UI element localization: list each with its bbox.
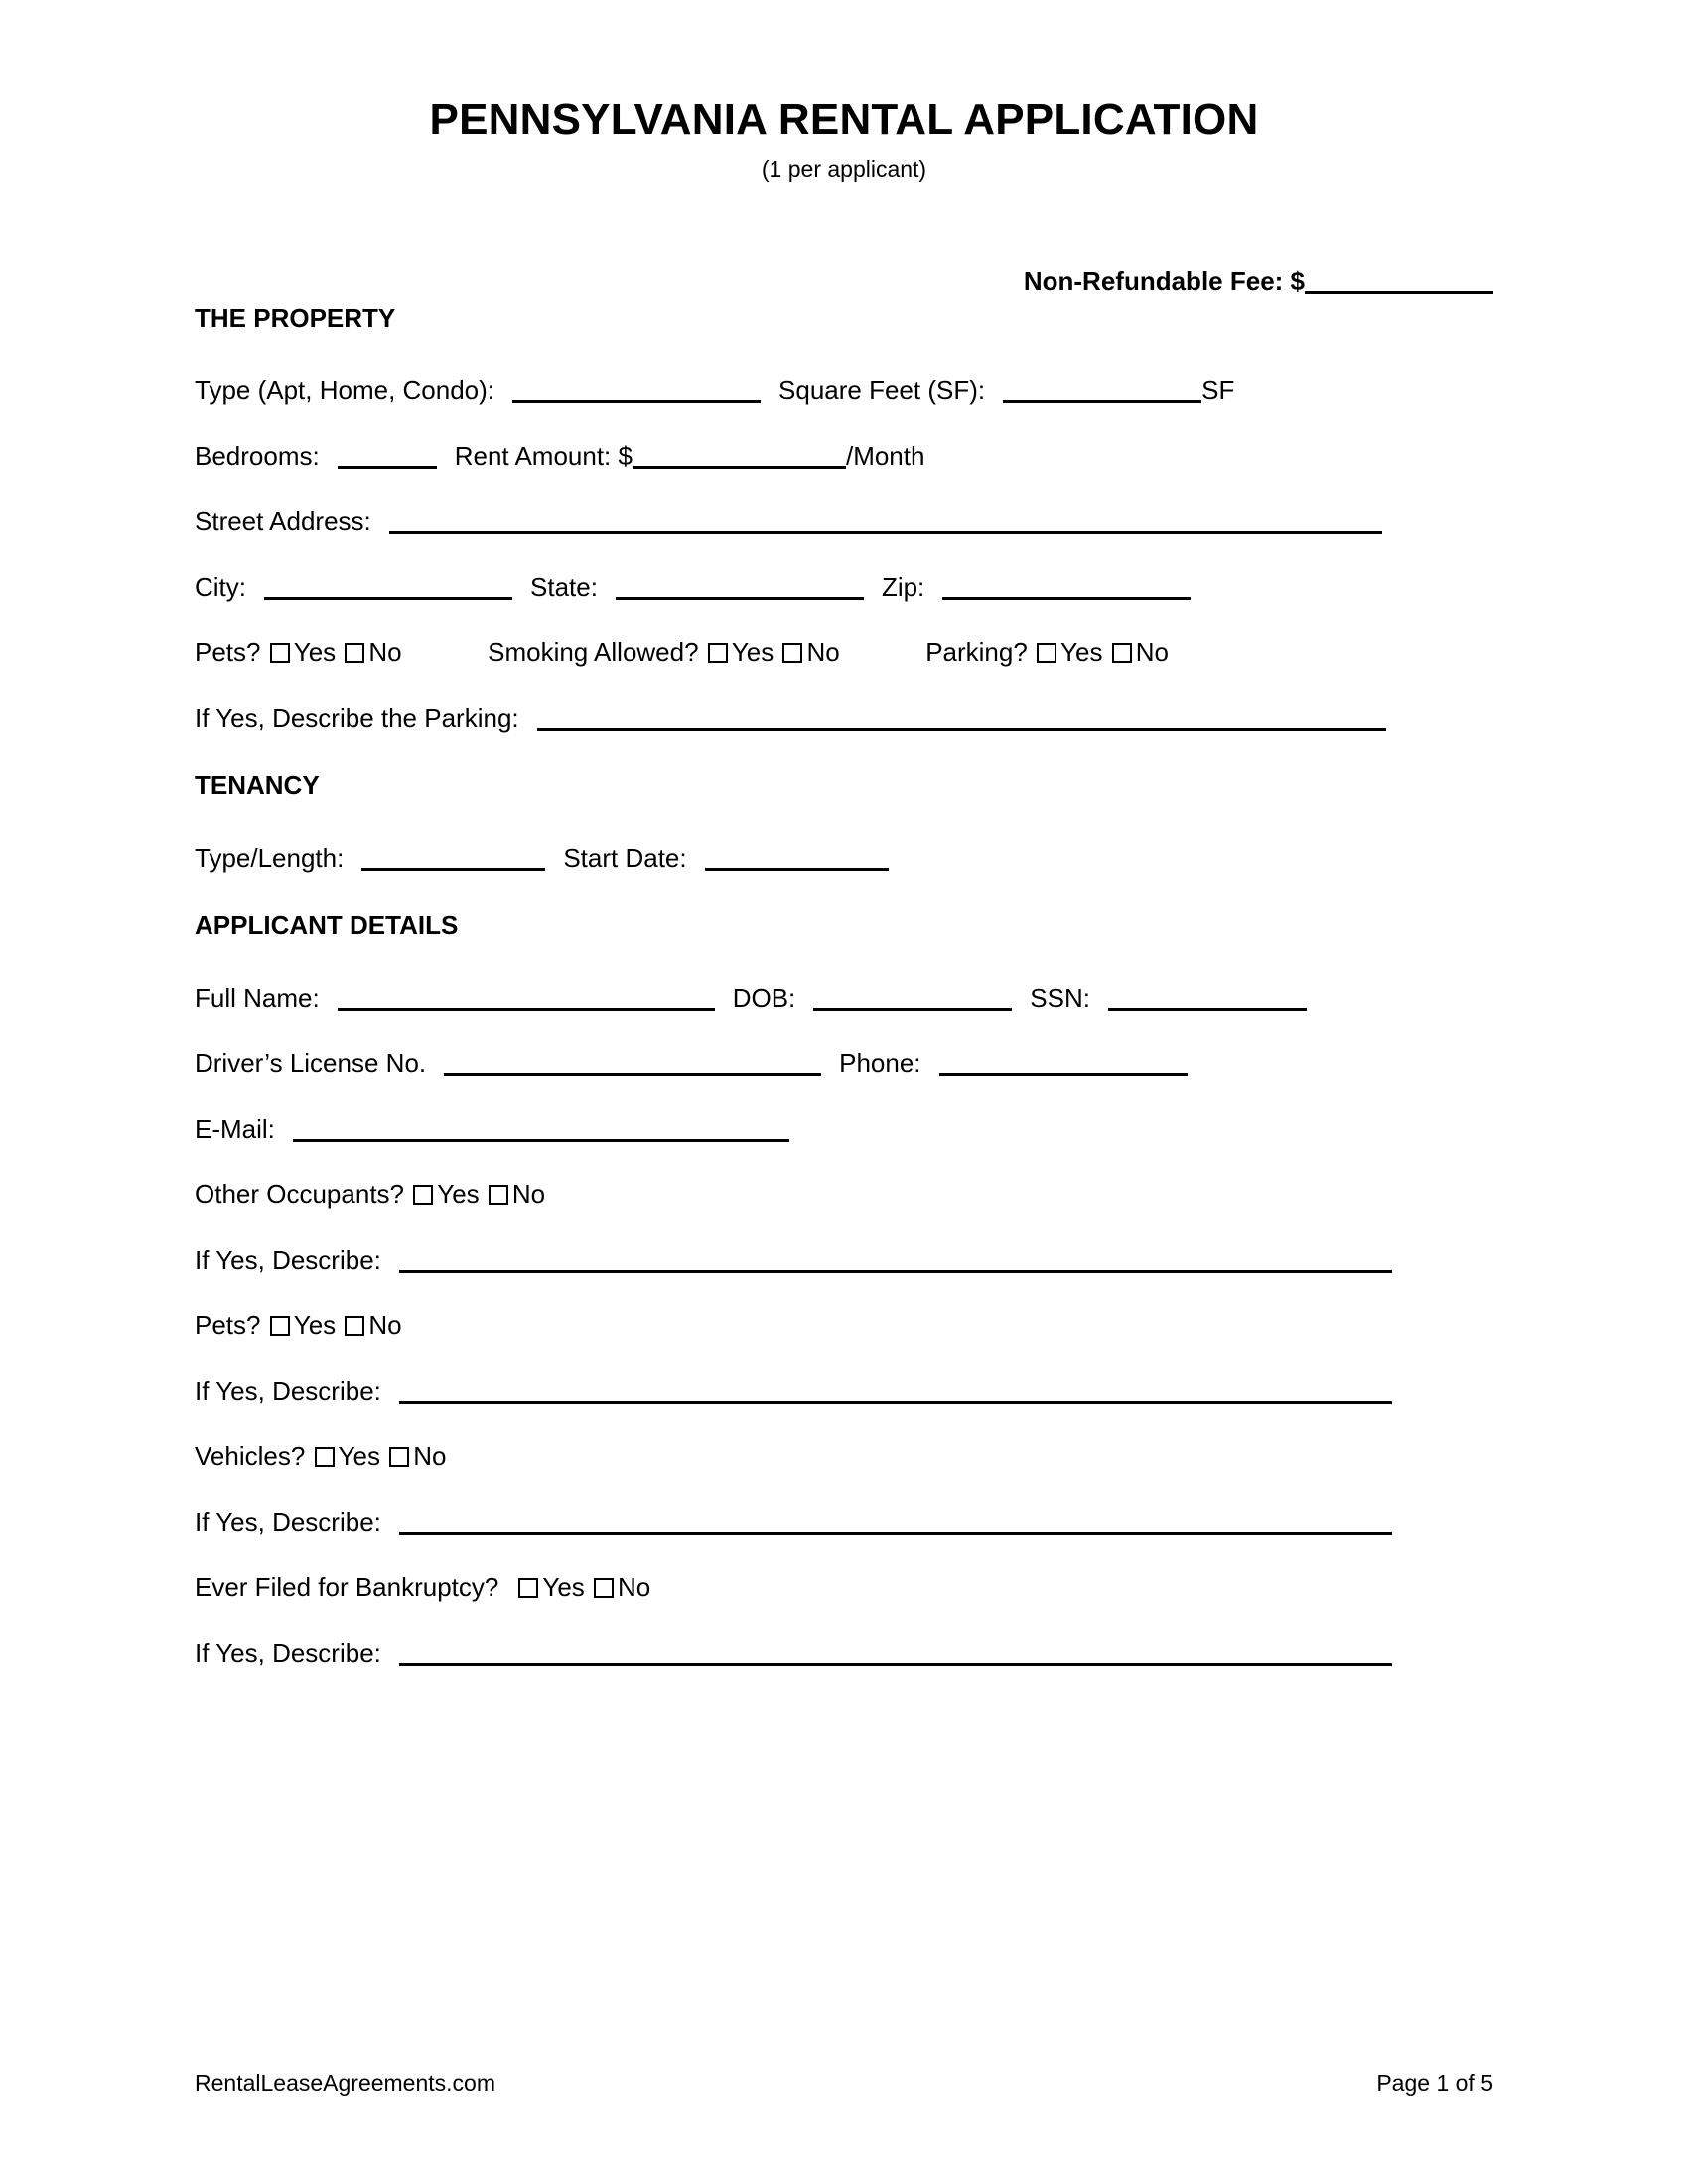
smoking-no-checkbox[interactable] [782, 643, 802, 663]
tenancy-type-length-label: Type/Length: [195, 842, 345, 873]
square-feet-suffix: SF [1201, 374, 1235, 405]
bankruptcy-yes-checkbox[interactable] [518, 1578, 538, 1598]
phone-label: Phone: [839, 1047, 921, 1078]
vehicles-describe-row [195, 1506, 1493, 1537]
property-flags-row [195, 636, 1493, 667]
footer-site-name: RentalLeaseAgreements.com [195, 2070, 495, 2096]
bedrooms-label: Bedrooms: [195, 440, 320, 471]
bankruptcy-describe-input[interactable] [399, 1641, 1392, 1666]
parking-no-checkbox[interactable] [1112, 643, 1132, 663]
page-title: PENNSYLVANIA RENTAL APPLICATION [429, 95, 1259, 144]
parking-yes-checkbox[interactable] [1037, 643, 1056, 663]
applicant-pets-row [195, 1309, 1493, 1340]
street-address-label: Street Address: [195, 505, 371, 536]
square-feet-label: Square Feet (SF): [778, 374, 986, 405]
drivers-license-label: Driver’s License No. [195, 1047, 427, 1078]
property-pets-label: Pets? [195, 636, 261, 667]
section-heading-tenancy: TENANCY [195, 769, 320, 800]
vehicles-label: Vehicles? [195, 1440, 306, 1471]
vehicles-no-checkbox[interactable] [389, 1447, 409, 1467]
applicant-pets-describe-input[interactable] [399, 1379, 1392, 1404]
footer-page-number: Page 1 of 5 [1376, 2070, 1493, 2096]
applicant-pets-describe-label: If Yes, Describe: [195, 1375, 381, 1406]
tenancy-start-date-input[interactable] [705, 846, 889, 871]
ssn-label: SSN: [1030, 982, 1090, 1013]
city-state-zip-row [195, 571, 1493, 602]
property-pets-yes-checkbox[interactable] [270, 643, 290, 663]
vehicles-describe-label: If Yes, Describe: [195, 1506, 381, 1537]
property-pets-yes-label: Yes [293, 636, 337, 667]
email-input[interactable] [293, 1117, 789, 1142]
other-occupants-row [195, 1178, 1493, 1209]
other-occupants-yes-checkbox[interactable] [413, 1185, 433, 1205]
tenancy-type-length-input[interactable] [361, 846, 545, 871]
property-pets-no-checkbox[interactable] [345, 643, 364, 663]
property-type-row [195, 374, 1493, 405]
other-occupants-no-checkbox[interactable] [489, 1185, 508, 1205]
bankruptcy-no-label: No [618, 1571, 651, 1602]
property-type-input[interactable] [512, 378, 761, 403]
city-label: City: [195, 571, 246, 602]
smoking-no-label: No [806, 636, 840, 667]
other-occupants-describe-input[interactable] [399, 1248, 1392, 1273]
parking-label: Parking? [925, 636, 1028, 667]
bankruptcy-describe-label: If Yes, Describe: [195, 1637, 381, 1668]
email-row [195, 1113, 1493, 1144]
other-occupants-no-label: No [511, 1178, 546, 1209]
section-heading-applicant-details: APPLICANT DETAILS [195, 909, 459, 940]
non-refundable-fee-input[interactable] [1305, 269, 1493, 294]
smoking-yes-label: Yes [731, 636, 774, 667]
rent-amount-label: Rent Amount: $ [454, 440, 633, 471]
bedrooms-input[interactable] [338, 444, 437, 469]
dob-input[interactable] [813, 986, 1012, 1011]
tenancy-type-row [195, 842, 1493, 873]
dob-label: DOB: [732, 982, 796, 1013]
full-name-label: Full Name: [195, 982, 320, 1013]
vehicles-row [195, 1440, 1493, 1471]
property-type-label: Type (Apt, Home, Condo): [195, 374, 495, 405]
zip-input[interactable] [942, 575, 1191, 600]
applicant-pets-describe-row [195, 1375, 1493, 1406]
city-input[interactable] [264, 575, 512, 600]
bankruptcy-no-checkbox[interactable] [594, 1578, 614, 1598]
tenancy-start-date-label: Start Date: [563, 842, 687, 873]
street-address-input[interactable] [389, 509, 1382, 534]
smoking-allowed-label: Smoking Allowed? [488, 636, 699, 667]
page-footer [195, 2070, 1493, 2097]
ssn-input[interactable] [1108, 986, 1307, 1011]
non-refundable-fee-row [195, 266, 1493, 297]
vehicles-no-label: No [413, 1440, 447, 1471]
other-occupants-label: Other Occupants? [195, 1178, 404, 1209]
state-input[interactable] [616, 575, 864, 600]
parking-describe-label: If Yes, Describe the Parking: [195, 702, 519, 733]
street-address-row [195, 505, 1493, 536]
bankruptcy-yes-label: Yes [542, 1571, 585, 1602]
square-feet-input[interactable] [1003, 378, 1201, 403]
applicant-pets-no-label: No [368, 1309, 402, 1340]
applicant-pets-no-checkbox[interactable] [345, 1316, 364, 1336]
email-label: E-Mail: [195, 1113, 275, 1144]
phone-input[interactable] [939, 1051, 1188, 1076]
parking-yes-label: Yes [1060, 636, 1103, 667]
bankruptcy-label: Ever Filed for Bankruptcy? [195, 1571, 499, 1602]
vehicles-describe-input[interactable] [399, 1510, 1392, 1535]
parking-describe-input[interactable] [537, 706, 1386, 731]
section-heading-the-property: THE PROPERTY [195, 302, 396, 333]
other-occupants-describe-row [195, 1244, 1493, 1275]
drivers-license-input[interactable] [444, 1051, 821, 1076]
applicant-pets-yes-label: Yes [293, 1309, 337, 1340]
applicant-pets-yes-checkbox[interactable] [270, 1316, 290, 1336]
vehicles-yes-checkbox[interactable] [315, 1447, 335, 1467]
parking-describe-row [195, 702, 1493, 733]
drivers-license-phone-row [195, 1047, 1493, 1078]
property-pets-no-label: No [368, 636, 402, 667]
full-name-row [195, 982, 1493, 1013]
other-occupants-describe-label: If Yes, Describe: [195, 1244, 381, 1275]
bankruptcy-describe-row [195, 1637, 1493, 1668]
rent-amount-suffix: /Month [845, 440, 925, 471]
zip-label: Zip: [881, 571, 925, 602]
bedrooms-rent-row [195, 440, 1493, 471]
full-name-input[interactable] [338, 986, 715, 1011]
vehicles-yes-label: Yes [338, 1440, 380, 1471]
page-subtitle: (1 per applicant) [761, 155, 927, 182]
smoking-yes-checkbox[interactable] [708, 643, 728, 663]
non-refundable-fee-label: Non-Refundable Fee: $ [1023, 265, 1305, 296]
state-label: State: [530, 571, 598, 602]
applicant-pets-label: Pets? [195, 1309, 261, 1340]
other-occupants-yes-label: Yes [437, 1178, 480, 1209]
parking-no-label: No [1135, 636, 1169, 667]
bankruptcy-row [195, 1571, 1493, 1602]
rent-amount-input[interactable] [633, 444, 846, 469]
